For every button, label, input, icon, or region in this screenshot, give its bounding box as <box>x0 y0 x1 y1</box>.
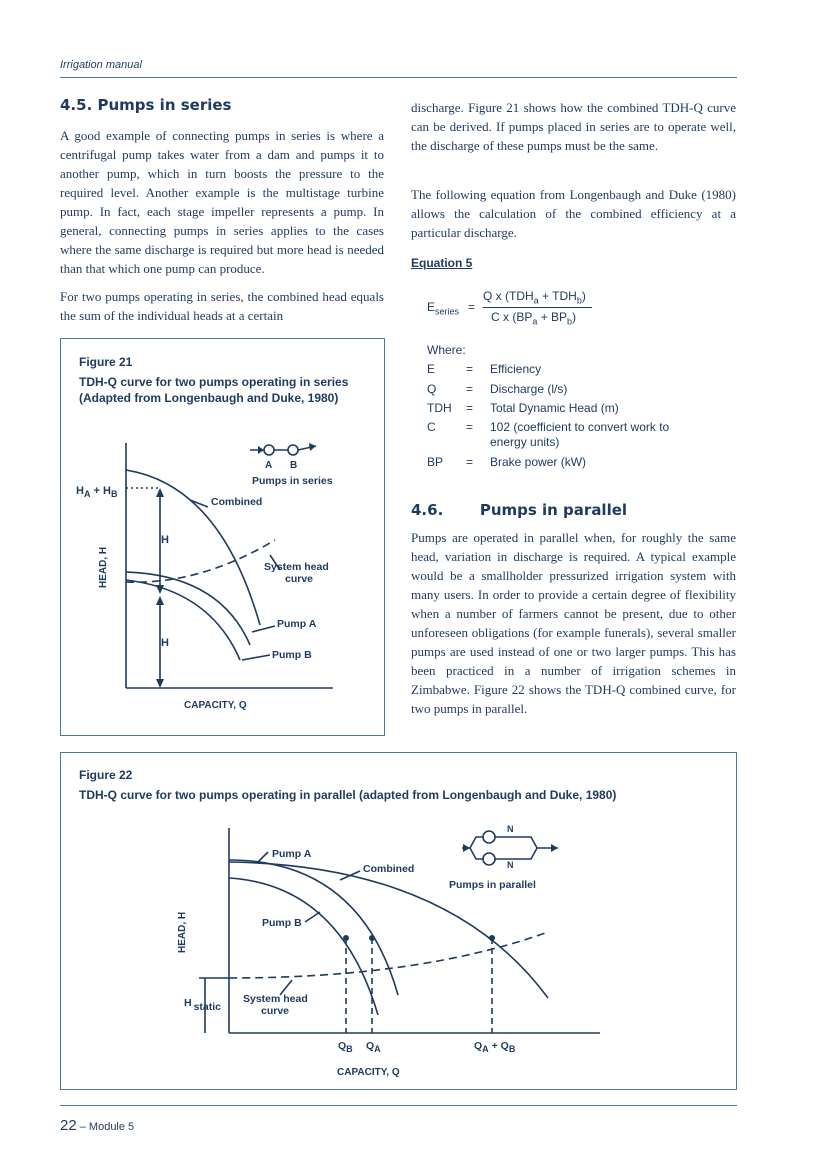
page-number: 22 <box>60 1117 77 1134</box>
head-sum-label: $H_A + H_B$ <box>76 485 118 499</box>
def-equals: = <box>466 362 474 376</box>
equation-numerator: Q x $(TDH_a + TDH_b)$ <box>483 289 586 306</box>
series-pump-a-icon <box>264 445 274 455</box>
figure-22-label: Figure 22 <box>79 768 133 782</box>
y-axis-label: HEAD, H <box>98 546 109 588</box>
pumps-in-series-label: Pumps in series <box>252 475 333 487</box>
qb-label: QB <box>338 1040 353 1054</box>
upper-h-label: H <box>161 534 169 546</box>
qb-point <box>343 935 349 941</box>
pump-b-leader <box>242 655 270 660</box>
paragraph-series-combined-head: For two pumps operating in series, the combined head equals the sum of the individual heads at a certain <box>60 289 384 323</box>
pump-a-leader <box>258 852 268 862</box>
x-axis-label: CAPACITY, Q <box>337 1067 400 1078</box>
pump-a-label: Pump A <box>277 618 317 630</box>
system-head-curve <box>229 932 548 978</box>
equation-denominator: C x $(BP_a + BP_b)$ <box>491 310 577 327</box>
figure-21-label: Figure 21 <box>79 355 133 369</box>
section-heading-pumps-in-parallel: 4.6. Pumps in parallel <box>411 501 628 519</box>
running-header: Irrigation manual <box>60 59 142 71</box>
parallel-arrow-in <box>463 844 470 852</box>
def-symbol: E <box>427 362 436 376</box>
def-description: Efficiency <box>490 362 542 376</box>
section-heading-pumps-in-series: 4.5. Pumps in series <box>60 96 232 114</box>
pump-b-label: Pump B <box>262 917 302 929</box>
figure-22-caption: TDH-Q curve for two pumps operating in parallel (adapted from Longenbaugh and Duke, 1980) <box>79 788 617 802</box>
parallel-flow-lines <box>462 837 558 859</box>
paragraph-series-discharge: discharge. Figure 21 shows how the combined TDH-Q curve can be derived. If pumps placed in series are to operate well, the discharge of these pumps must be the same. <box>411 100 736 153</box>
system-head-label-line2: curve <box>261 1005 290 1017</box>
def-equals: = <box>466 455 474 469</box>
parallel-arrow-out <box>551 844 558 852</box>
pump-b-leader <box>305 912 320 922</box>
icon-n-bottom: N <box>507 860 514 870</box>
page-footer <box>60 1117 134 1134</box>
combined-leader <box>340 871 360 880</box>
h-static-label: H static <box>184 997 222 1013</box>
where-label: Where: <box>427 343 466 357</box>
paragraph-parallel: Pumps are operated in parallel when, for roughly the same head, variation in discharge is required. A typical example would be a smallholder pressurized irrigation system with many users. In order to provide a certain degree of flexibility when a number of farmers cannot be present, due to other unforeseen obligations (for example funerals), several smaller pumps are used instead of one or two larger pumps. This has been practiced in a number of irrigation schemes in Zimbabwe. Figure 22 shows the TDH-Q combined curve, for two pumps in parallel. <box>411 530 736 716</box>
lower-h-arrow-up <box>156 596 164 605</box>
series-arrow-in <box>258 446 264 454</box>
def-description: Brake power (kW) <box>490 455 587 469</box>
system-head-label-line1: System head <box>264 561 329 573</box>
pump-a-leader <box>252 626 275 632</box>
figure-21-caption-line2: (Adapted from Longenbaugh and Duke, 1980) <box>79 391 339 405</box>
equation-label: Equation 5 <box>411 256 473 270</box>
def-equals: = <box>466 401 474 415</box>
figure-22-diagram <box>60 752 735 1088</box>
parallel-pump-top-icon <box>483 831 495 843</box>
icon-label-b: B <box>290 460 298 471</box>
def-description: Total Dynamic Head (m) <box>490 401 619 415</box>
figure-21-caption-line1: TDH-Q curve for two pumps operating in series <box>79 375 349 389</box>
def-description: Discharge (l/s) <box>490 382 568 396</box>
def-equals: = <box>466 420 474 434</box>
footer-rule <box>60 1105 737 1106</box>
series-pump-b-icon <box>288 445 298 455</box>
pump-b-curve <box>126 580 240 660</box>
system-head-label-line2: curve <box>285 573 314 585</box>
paragraph-series-intro: A good example of connecting pumps in series is where a centrifugal pump takes water from a dam and pumps it to another pump, which in turn boosts the pressure to the required level. Another example is the multistage turbine pump. In fact, each stage impeller represents a pump. In general, connecting pumps in series applies to the cases where the same discharge is required but more head is needed than that which one pump can produce. <box>60 128 384 276</box>
module-label: – Module 5 <box>76 1121 135 1133</box>
fraction-bar <box>483 307 592 308</box>
combined-label: Combined <box>363 863 415 875</box>
def-symbol: C <box>427 420 436 434</box>
qa-point <box>369 935 375 941</box>
combined-leader <box>190 500 208 507</box>
upper-h-arrow-down <box>156 585 164 594</box>
header-rule <box>60 77 737 78</box>
equation-equals: = <box>468 300 476 314</box>
x-axis-label: CAPACITY, Q <box>184 700 247 711</box>
def-description-continued: energy units) <box>490 435 560 449</box>
lower-h-label: H <box>161 637 169 649</box>
pump-a-curve <box>229 860 398 995</box>
pumps-in-parallel-label: Pumps in parallel <box>449 879 536 891</box>
equation-lhs-subscript: series <box>435 306 460 317</box>
qaqb-label: QA + QB <box>474 1040 516 1054</box>
system-head-label-line1: System head <box>243 993 308 1005</box>
equation-lhs: E <box>427 300 436 314</box>
combined-label: Combined <box>211 496 263 508</box>
paragraph-equation-intro: The following equation from Longenbaugh and Duke (1980) allows the calculation of the combined efficiency at a particular discharge. <box>411 187 736 240</box>
def-equals: = <box>466 382 474 396</box>
system-head-curve <box>126 540 275 582</box>
y-axis-label: HEAD, H <box>177 911 188 953</box>
def-description: 102 (coefficient to convert work to <box>490 420 670 434</box>
pump-a-label: Pump A <box>272 848 312 860</box>
qaqb-point <box>489 935 495 941</box>
def-symbol: Q <box>427 382 437 396</box>
icon-label-a: A <box>265 460 273 471</box>
pump-b-label: Pump B <box>272 649 312 661</box>
upper-h-arrow-up <box>156 488 164 497</box>
qa-label: QA <box>366 1040 381 1054</box>
icon-n-top: N <box>507 824 514 834</box>
figure-21-diagram <box>60 338 383 734</box>
def-symbol: TDH <box>427 401 452 415</box>
lower-h-arrow-down <box>156 679 164 688</box>
def-symbol: BP <box>427 455 444 469</box>
parallel-pump-bottom-icon <box>483 853 495 865</box>
